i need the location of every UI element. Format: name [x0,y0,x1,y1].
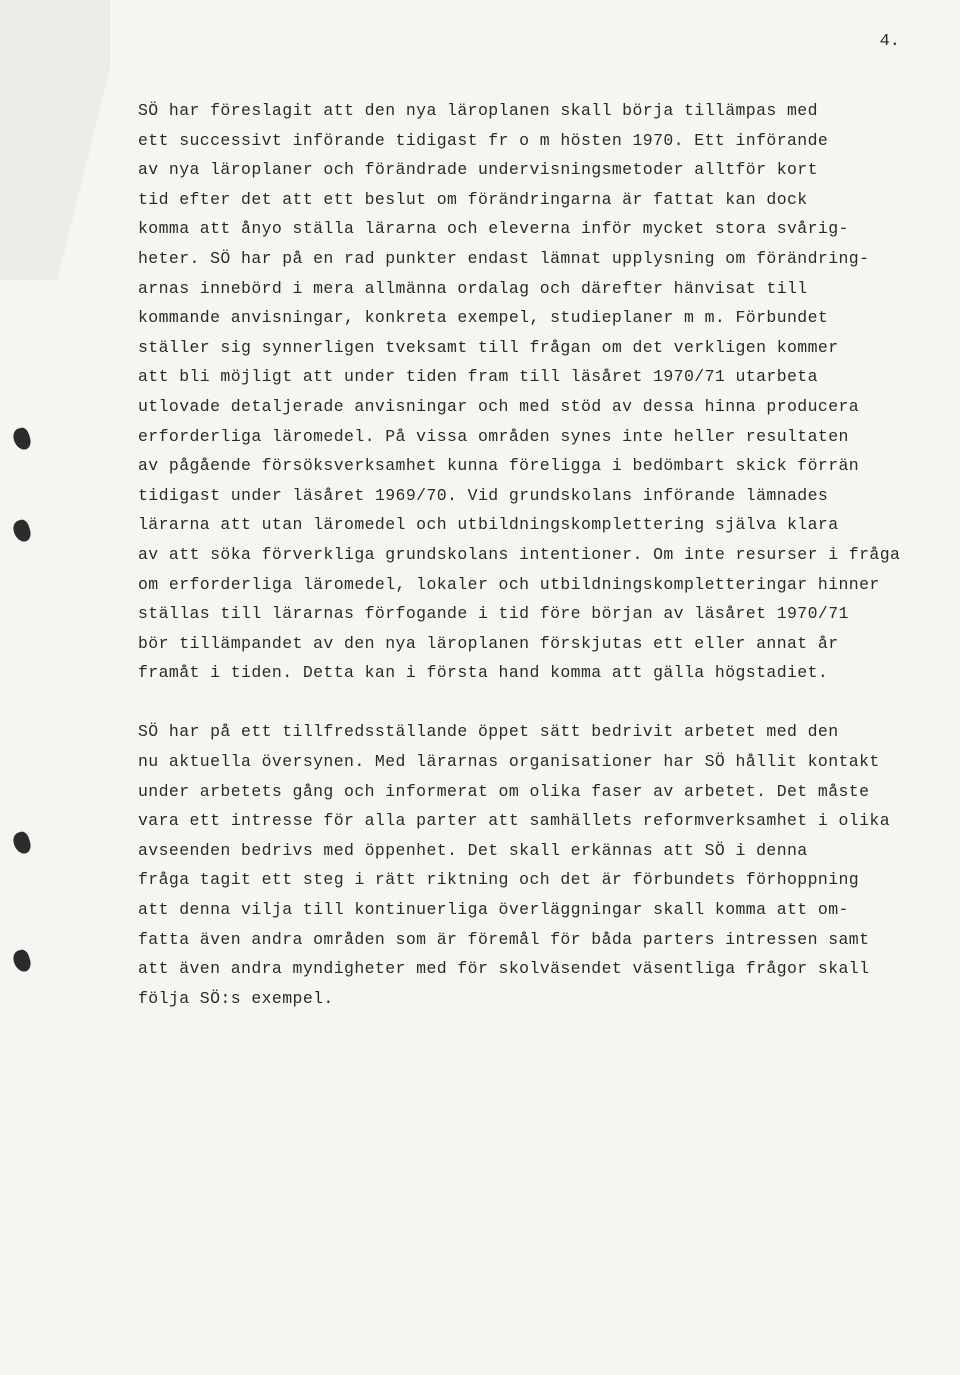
punch-hole-mark [11,830,33,856]
text-line: ställer sig synnerligen tveksamt till frågan om det verkligen kommer [138,337,839,357]
text-line: avseenden bedrivs med öppenhet. Det skall erkännas att SÖ i denna [138,840,808,860]
paragraph-introduction [138,96,908,688]
page-number: 4. [879,32,900,51]
text-line: av att söka förverkliga grundskolans intentioner. Om inte resurser i fråga [138,544,901,564]
text-line: arnas innebörd i mera allmänna ordalag och därefter hänvisat till [138,278,808,298]
text-line: fatta även andra områden som är föremål för båda parters intressen samt [138,929,870,949]
text-line: tidigast under läsåret 1969/70. Vid grundskolans införande lämnades [138,485,829,505]
text-line: kommande anvisningar, konkreta exempel, studieplaner m m. Förbundet [138,308,829,328]
text-line: av nya läroplaner och förändrade undervisningsmetoder alltför kort [138,160,818,180]
text-line: framåt i tiden. Detta kan i första hand komma att gälla högstadiet. [138,663,829,683]
folded-corner [0,0,110,280]
text-line: under arbetets gång och informerat om olika faser av arbetet. Det måste [138,781,870,801]
text-line: vara ett intresse för alla parter att samhällets reformverksamhet i olika [138,811,891,831]
text-line: komma att ånyo ställa lärarna och eleverna inför mycket stora svårig- [138,219,849,239]
text-line: följa SÖ:s exempel. [138,988,334,1008]
text-line: att även andra myndigheter med för skolväsendet väsentliga frågor skall [138,959,870,979]
text-line: ett successivt införande tidigast fr o m hösten 1970. Ett införande [138,130,829,150]
text-line: tid efter det att ett beslut om förändringarna är fattat kan dock [138,189,808,209]
text-line: SÖ har föreslagit att den nya läroplanen skall börja tillämpas med [138,101,818,120]
paragraph-cooperation [138,717,908,1013]
text-line: att bli möjligt att under tiden fram till läsåret 1970/71 utarbeta [138,367,818,387]
text-line: erforderliga läromedel. På vissa områden synes inte heller resultaten [138,426,849,446]
text-line: bör tillämpandet av den nya läroplanen förskjutas ett eller annat år [138,633,839,653]
text-line: om erforderliga läromedel, lokaler och utbildningskompletteringar hinner [138,574,880,594]
text-line: att denna vilja till kontinuerliga överläggningar skall komma att om- [138,900,849,920]
body-text [138,96,908,1013]
text-line: utlovade detaljerade anvisningar och med stöd av dessa hinna producera [138,396,860,416]
text-line: heter. SÖ har på en rad punkter endast lämnat upplysning om förändring- [138,248,870,268]
text-line: av pågående försöksverksamhet kunna föreligga i bedömbart skick förrän [138,456,860,476]
text-line: nu aktuella översynen. Med lärarnas organisationer har SÖ hållit kontakt [138,752,880,772]
punch-hole-mark [11,948,33,974]
text-line: fråga tagit ett steg i rätt riktning och det är förbundets förhoppning [138,870,860,890]
text-line: lärarna att utan läromedel och utbildningskomplettering själva klara [138,515,839,535]
punch-hole-mark [11,518,33,544]
text-line: ställas till lärarnas förfogande i tid före början av läsåret 1970/71 [138,604,849,624]
punch-hole-mark [11,426,33,452]
text-line: SÖ har på ett tillfredsställande öppet sätt bedrivit arbetet med den [138,722,839,742]
